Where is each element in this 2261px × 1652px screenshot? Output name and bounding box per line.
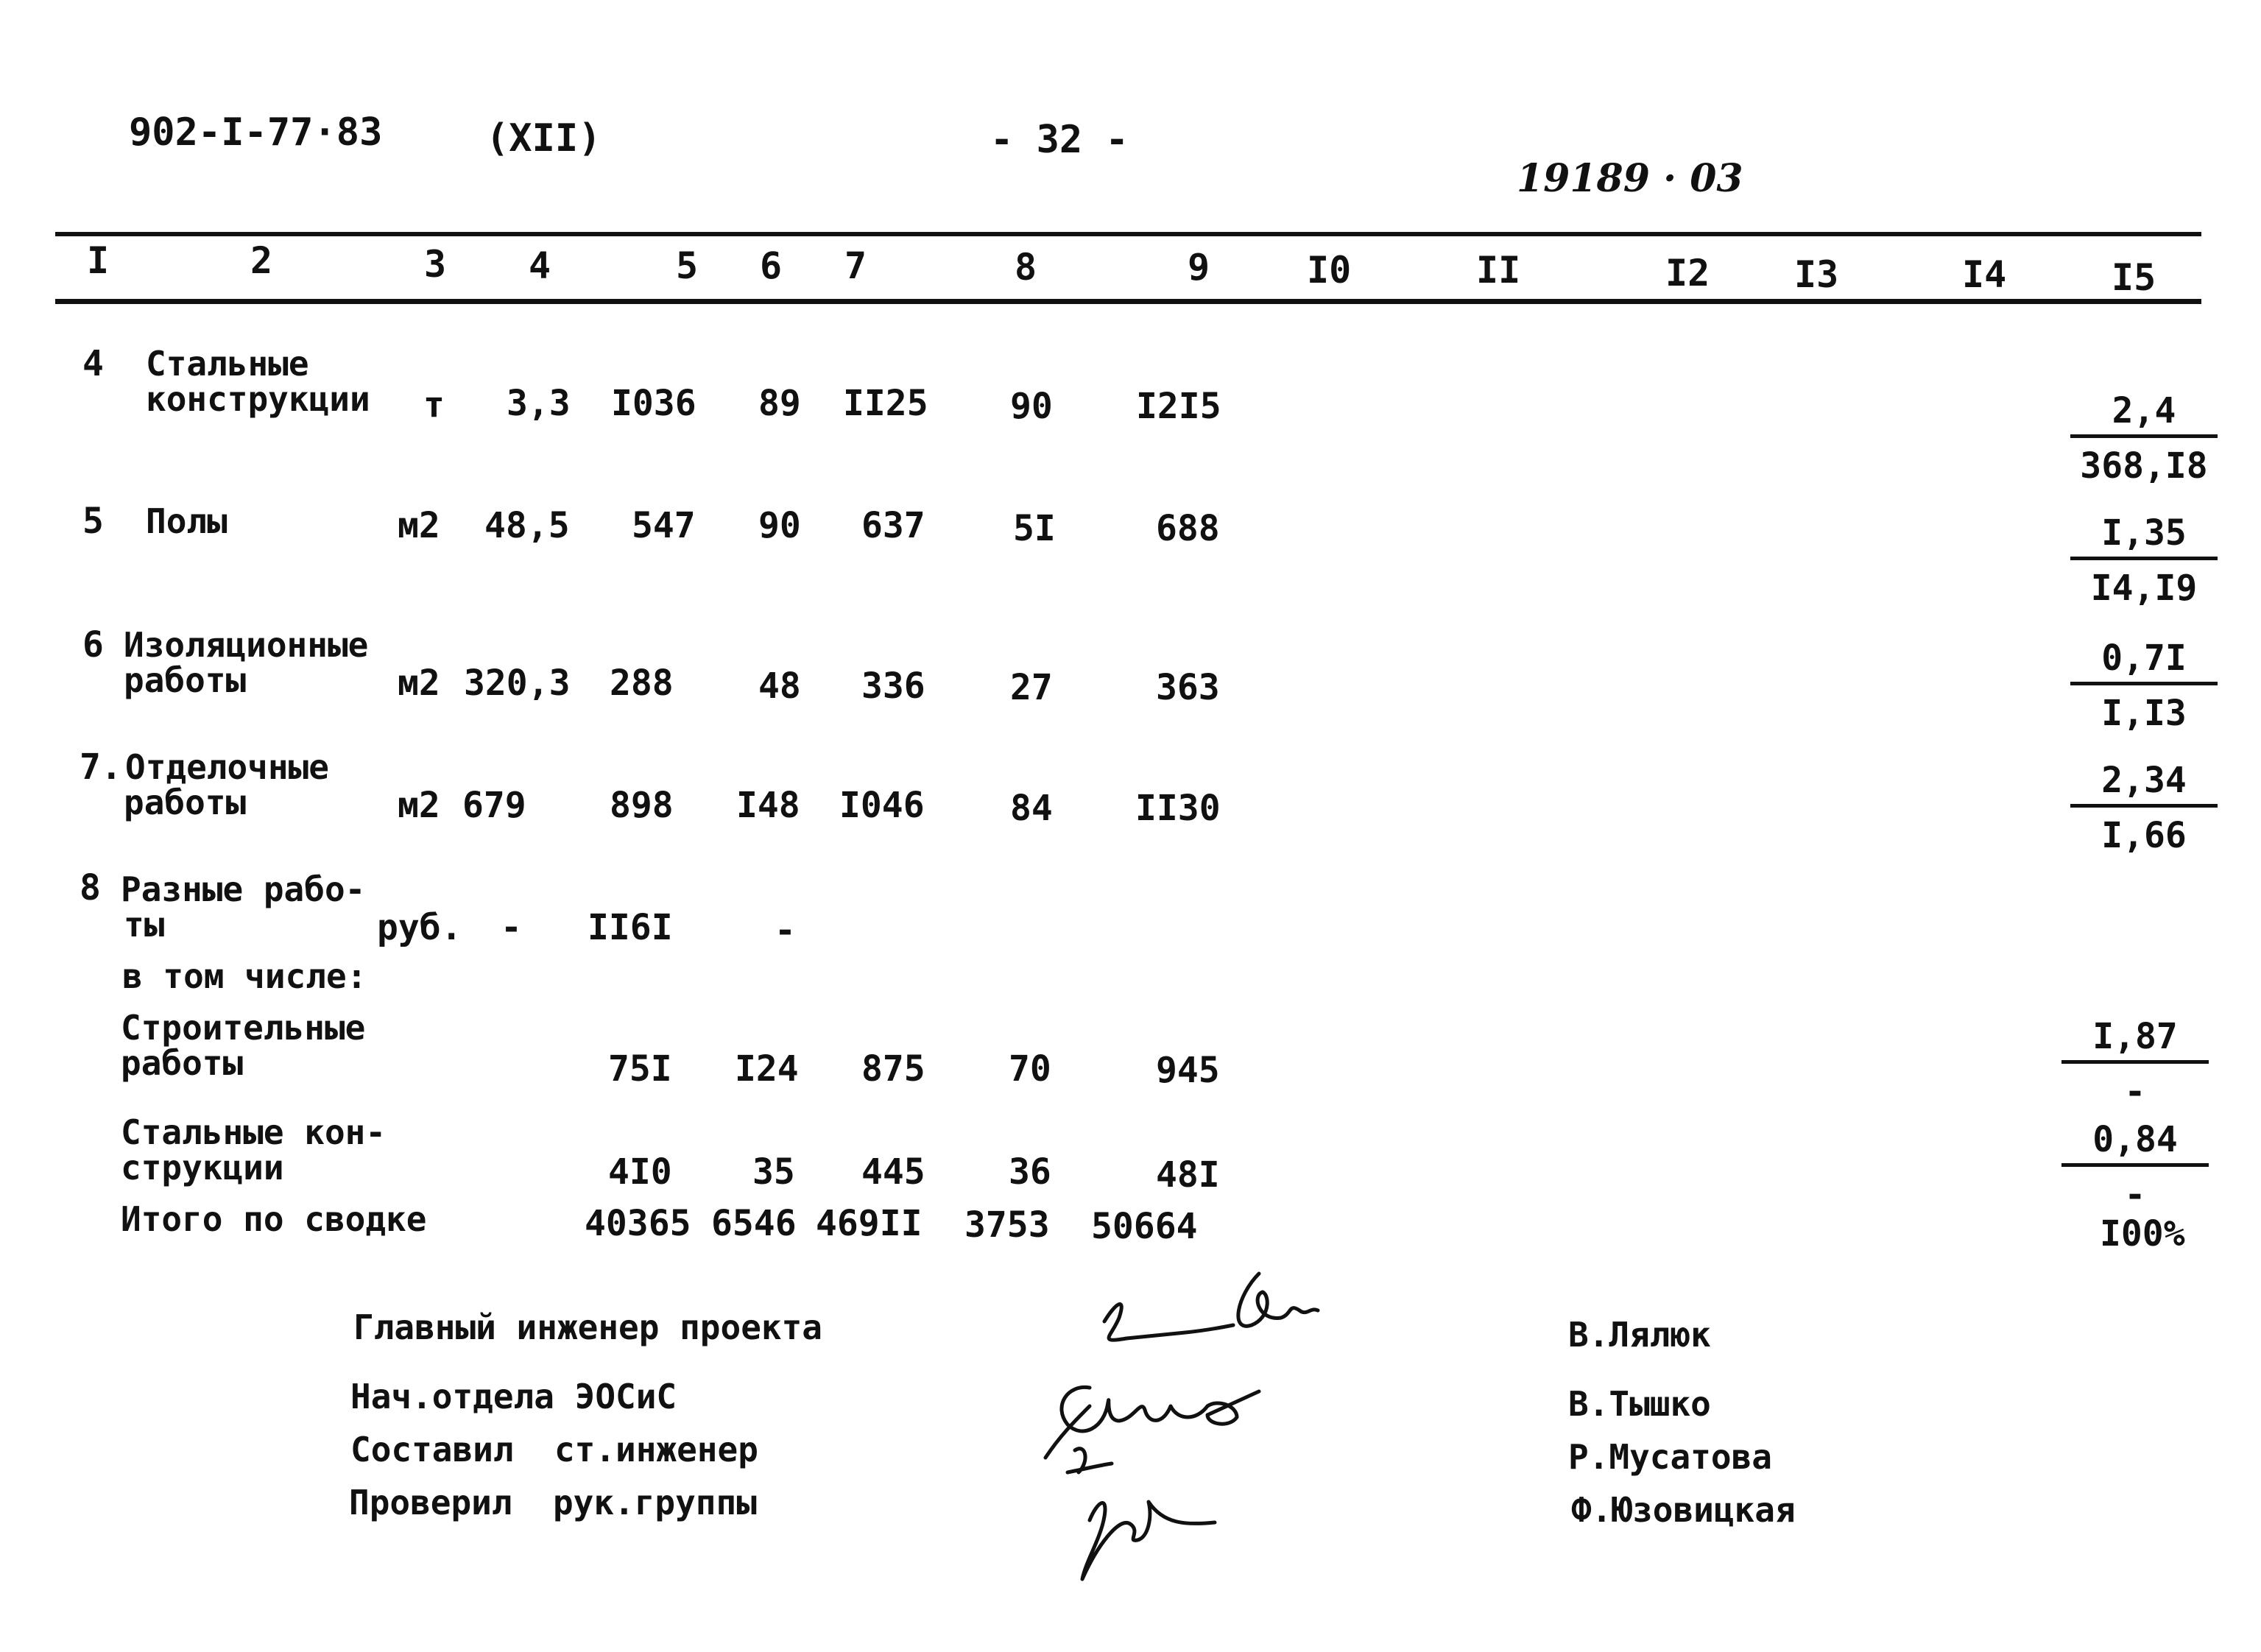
row-name-line1: Отделочные: [125, 747, 329, 787]
row-unit: т: [423, 384, 445, 426]
column-header-6: 6: [760, 244, 783, 287]
cell-col5: I036: [611, 383, 696, 424]
cell-col6: 90: [758, 505, 801, 546]
cell-col4: 48,5: [484, 505, 570, 546]
cell-col8: 36: [1009, 1151, 1051, 1193]
cell-col7: 637: [861, 505, 925, 546]
including-label: в том числе:: [122, 956, 367, 996]
row-name-line1: Строительные: [121, 1008, 366, 1048]
cell-col5: 75I: [608, 1048, 672, 1090]
row-unit: м2: [398, 663, 440, 704]
signature-role-checked: Проверил рук.группы: [349, 1483, 757, 1522]
handwritten-signatures: [1016, 1252, 1355, 1590]
row-name-line2: работы: [124, 660, 247, 700]
cell-col9: II30: [1135, 788, 1221, 829]
column-header-2: 2: [250, 239, 273, 282]
cell-col7: II25: [843, 383, 928, 424]
cell-col8: 5I: [1013, 508, 1056, 549]
row-name-line2: работы: [121, 1043, 244, 1083]
column-header-14: I4: [1962, 253, 2007, 296]
cell-col7: 875: [861, 1048, 925, 1090]
cell-col8: 70: [1009, 1048, 1051, 1090]
column-header-3: 3: [424, 243, 447, 286]
document-part: (XII): [486, 116, 602, 160]
signature-name-chief-engineer: В.Лялюк: [1568, 1315, 1711, 1355]
cell-col5: II6I: [588, 907, 673, 948]
column-header-1: I: [87, 239, 110, 282]
signature-role-compiled: Составил ст.инженер: [350, 1430, 758, 1469]
row-name-line2: струкции: [121, 1148, 284, 1187]
table-top-rule: [55, 232, 2201, 236]
row-name-line2: работы: [124, 783, 247, 822]
cell-col6: 48: [758, 666, 801, 707]
cell-col9: 688: [1156, 508, 1220, 549]
column-header-4: 4: [529, 244, 551, 287]
fraction-numerator: 2,4: [2070, 390, 2218, 438]
cell-col15-fraction: [2070, 390, 2218, 487]
cell-col5: 288: [610, 663, 674, 704]
fraction-denominator: -: [2124, 1071, 2146, 1112]
total-col8: 3753: [964, 1204, 1050, 1246]
column-header-9: 9: [1188, 246, 1210, 289]
fraction-numerator: 2,34: [2070, 760, 2218, 808]
signature-name-department-head: В.Тышко: [1568, 1384, 1711, 1424]
fraction-denominator: I,66: [2101, 815, 2187, 856]
cell-col9: 363: [1156, 667, 1220, 708]
cell-col5: 547: [632, 505, 696, 546]
total-col7: 469II: [816, 1203, 923, 1244]
signature-role-department-head: Нач.отдела ЭОСиС: [350, 1377, 677, 1416]
column-header-13: I3: [1794, 253, 1839, 296]
total-label: Итого по сводке: [121, 1199, 427, 1239]
row-name-line1: Полы: [146, 501, 227, 541]
cell-col9: 945: [1156, 1050, 1220, 1091]
fraction-denominator: I,I3: [2101, 693, 2187, 734]
cell-col5: 4I0: [608, 1151, 672, 1193]
signature-role-chief-engineer: Главный инженер проекта: [353, 1307, 822, 1347]
total-col6: 6546: [711, 1203, 797, 1244]
cell-col4: -: [501, 907, 522, 948]
cell-col15-fraction: [2061, 1016, 2209, 1112]
column-header-15: I5: [2112, 256, 2156, 299]
cell-col6: 35: [752, 1151, 795, 1193]
row-name-line1: Стальные кон-: [121, 1112, 387, 1152]
column-header-8: 8: [1015, 246, 1037, 289]
cell-col9: 48I: [1156, 1154, 1220, 1196]
cell-col4: 679: [462, 785, 526, 826]
row-number: 7.: [80, 746, 122, 788]
cell-col15-fraction: [2070, 638, 2218, 734]
column-header-10: I0: [1307, 249, 1352, 292]
cell-col6: I24: [735, 1048, 799, 1090]
cell-col7: I046: [839, 785, 925, 826]
fraction-numerator: 0,7I: [2070, 638, 2218, 685]
total-col9: 50664: [1091, 1206, 1198, 1247]
handwritten-number: 19189 · 03: [1517, 156, 1743, 201]
column-header-7: 7: [844, 244, 867, 287]
table-header-rule: [55, 299, 2201, 304]
row-name-line2: конструкции: [146, 379, 370, 419]
row-name-line1: Разные рабо-: [121, 869, 366, 909]
row-unit: руб.: [377, 907, 462, 948]
fraction-denominator: I4,I9: [2090, 568, 2198, 609]
total-col5: 40365: [585, 1203, 691, 1244]
cell-col9: I2I5: [1136, 386, 1221, 427]
row-number: 4: [82, 343, 104, 384]
cell-col8: 90: [1010, 386, 1053, 427]
fraction-denominator: 368,I8: [2080, 445, 2208, 487]
row-name-line1: Стальные: [146, 344, 309, 384]
cell-col15-fraction: [2070, 760, 2218, 856]
cell-col6: I48: [736, 785, 800, 826]
row-number: 8: [80, 867, 101, 908]
column-header-12: I2: [1665, 252, 1710, 294]
row-name-line2: ты: [124, 905, 165, 945]
cell-col7: 336: [861, 666, 925, 707]
cell-col4: 3,3: [507, 383, 571, 424]
signature-name-checked: Ф.Юзовицкая: [1571, 1490, 1796, 1530]
fraction-numerator: I,35: [2070, 512, 2218, 560]
cell-col8: 27: [1010, 667, 1053, 708]
fraction-denominator: -: [2124, 1174, 2146, 1215]
row-number: 5: [82, 501, 104, 542]
cell-col6: 89: [758, 383, 801, 424]
signature-name-compiled: Р.Мусатова: [1568, 1437, 1772, 1477]
cell-col4: 320,3: [464, 663, 571, 704]
fraction-numerator: I,87: [2061, 1016, 2209, 1064]
cell-col7: 445: [861, 1151, 925, 1193]
cell-col8: 84: [1010, 788, 1053, 829]
cell-col6: -: [775, 910, 796, 951]
column-header-5: 5: [676, 244, 699, 287]
cell-col5: 898: [610, 785, 674, 826]
page-number: - 32 -: [990, 118, 1129, 162]
total-col15: I00%: [2100, 1213, 2185, 1254]
cell-col15-fraction: [2061, 1119, 2209, 1215]
column-header-11: II: [1476, 249, 1521, 292]
row-name-line1: Изоляционные: [124, 625, 369, 665]
row-unit: м2: [398, 785, 440, 826]
fraction-numerator: 0,84: [2061, 1119, 2209, 1167]
cell-col15-fraction: [2070, 512, 2218, 609]
document-code: 902-I-77·83: [129, 110, 383, 155]
row-unit: м2: [398, 505, 440, 546]
row-number: 6: [82, 624, 104, 666]
